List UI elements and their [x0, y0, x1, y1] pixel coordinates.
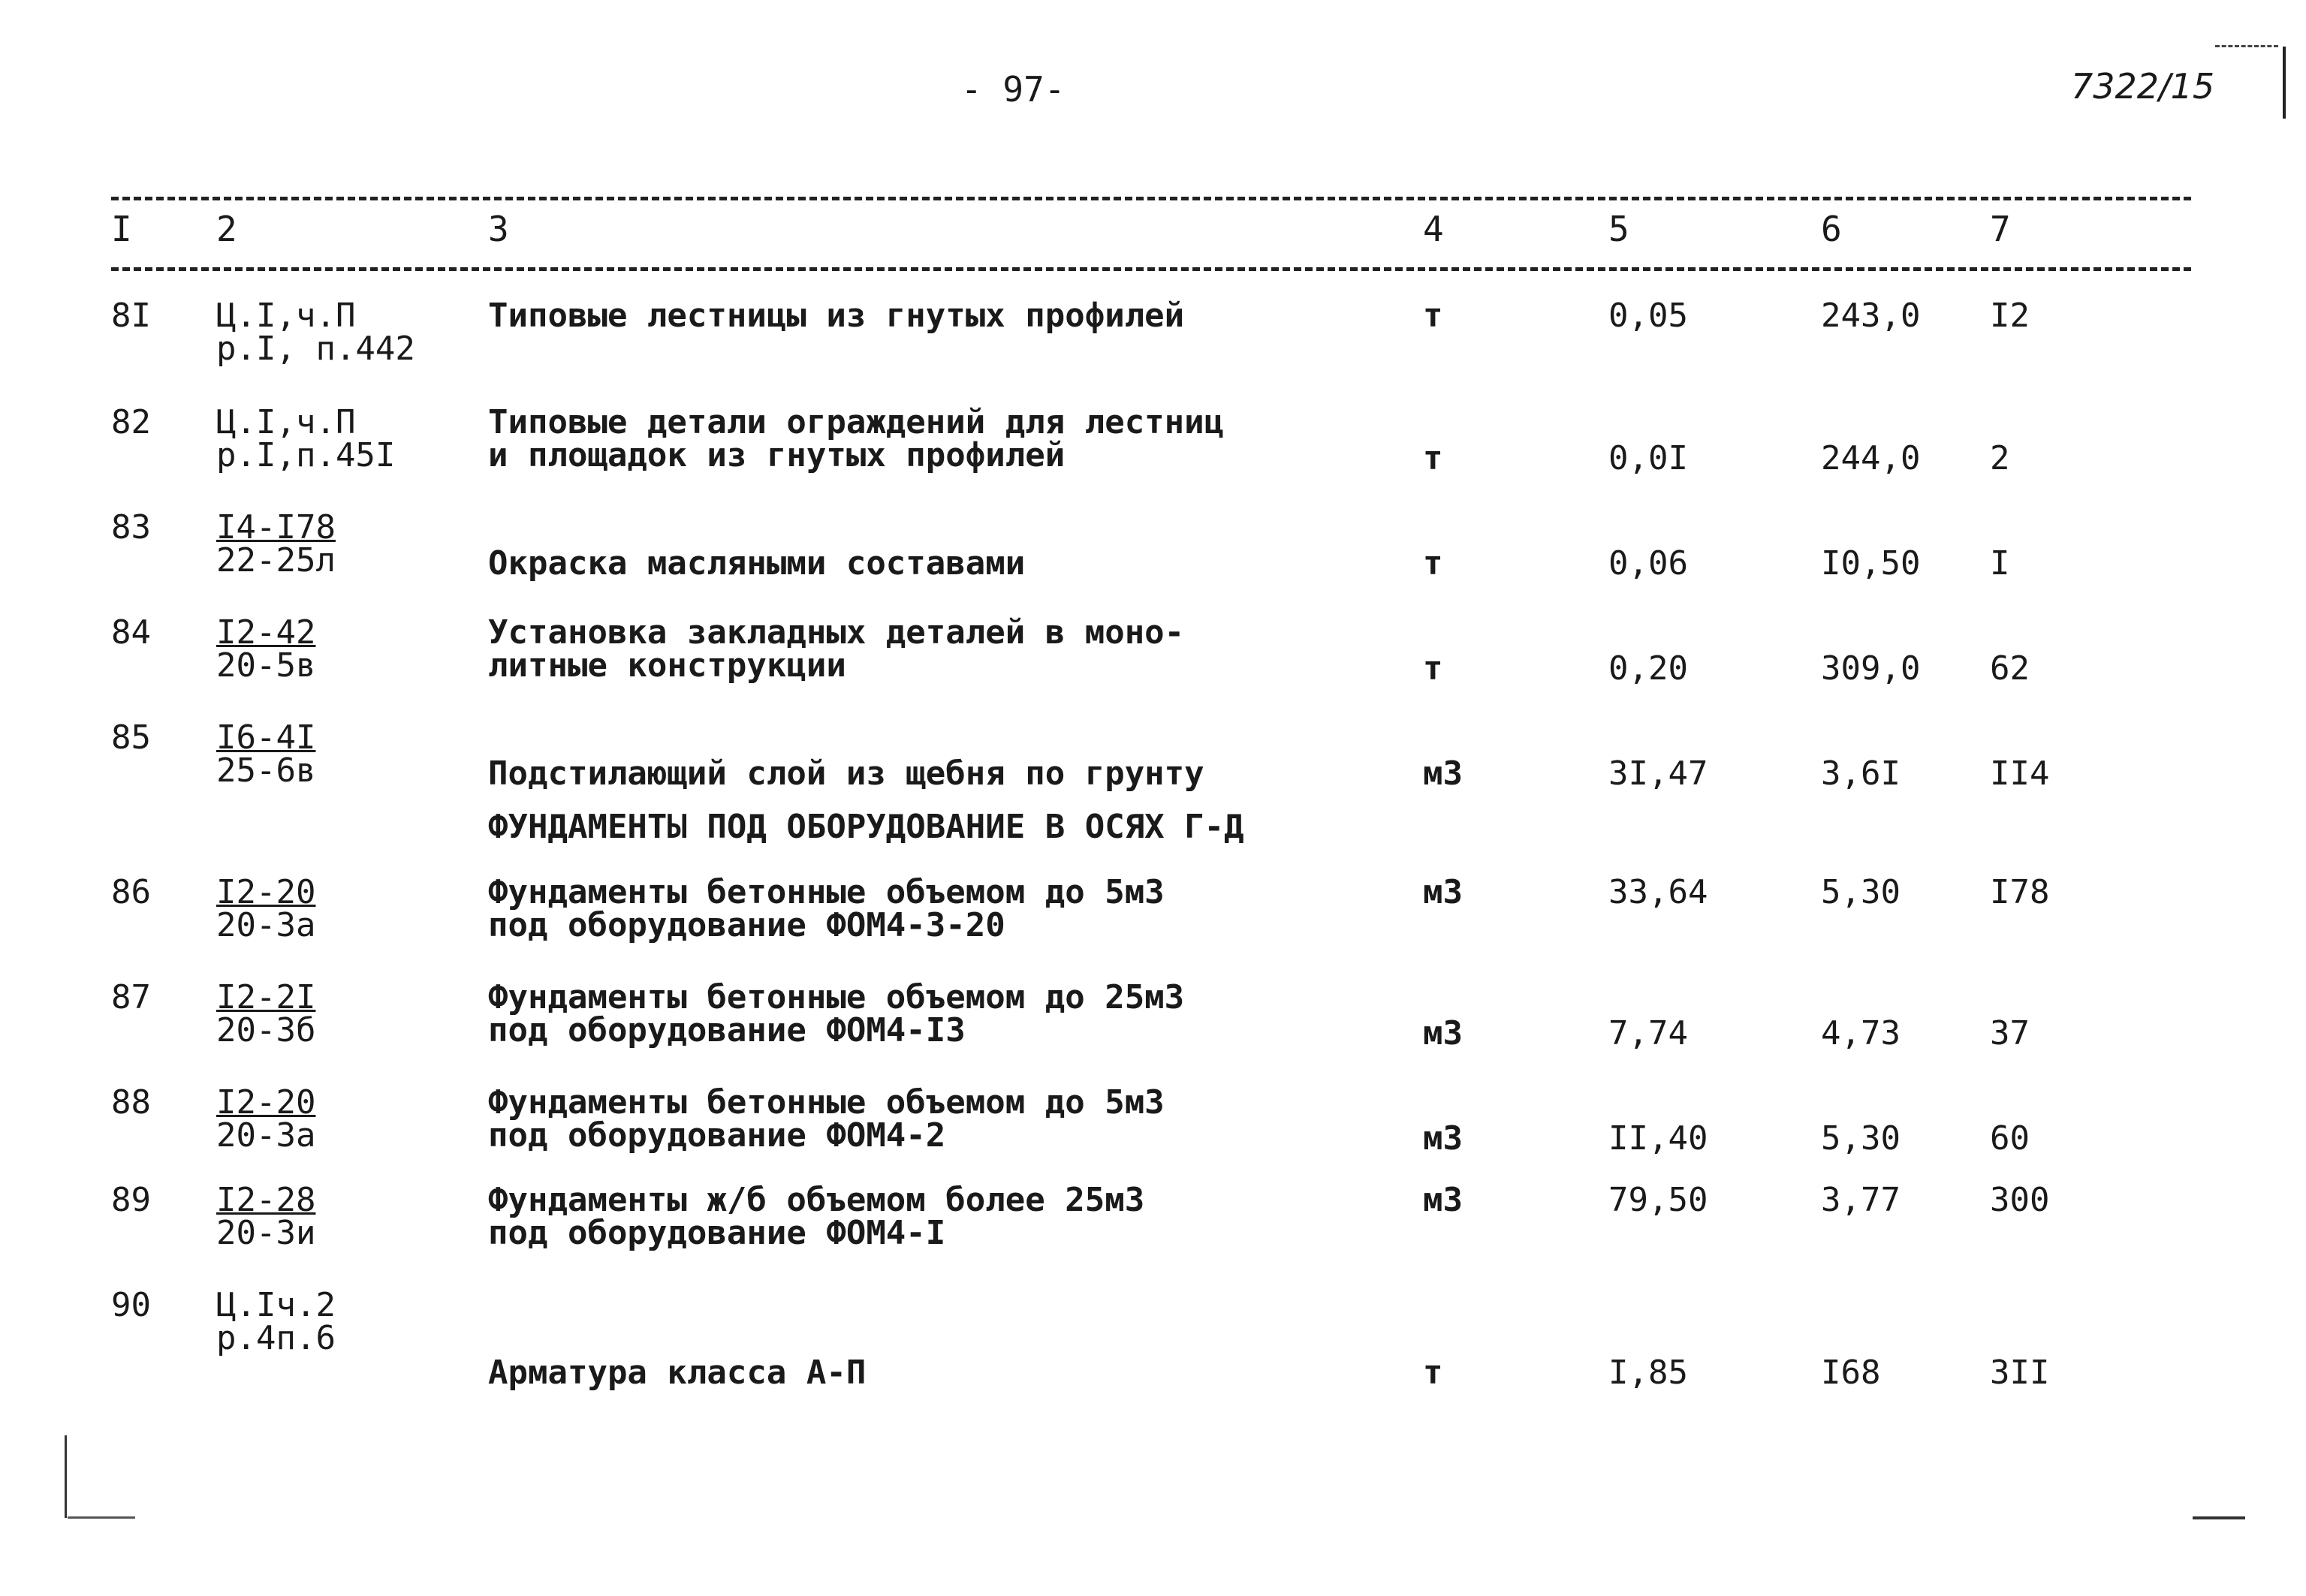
row-number: 90	[111, 1286, 151, 1324]
unit-price: 5,30	[1821, 1119, 1901, 1158]
column-header-4: 4	[1423, 209, 1444, 249]
section-title: ФУНДАМЕНТЫ ПОД ОБОРУДОВАНИЕ В ОСЯХ Г-Д	[488, 808, 1244, 846]
work-description: Типовые детали ограждений для лестниц	[488, 403, 1225, 441]
unit-price: 244,0	[1821, 439, 1921, 477]
unit-of-measure: м3	[1423, 1014, 1463, 1052]
unit-of-measure: м3	[1423, 873, 1463, 911]
total-cost: I78	[1990, 873, 2050, 911]
row-number: 84	[111, 613, 151, 652]
total-cost: 3II	[1990, 1354, 2050, 1392]
quantity: 3I,47	[1608, 754, 1708, 793]
work-description: Установка закладных деталей в моно-	[488, 613, 1185, 652]
unit-of-measure: м3	[1423, 1181, 1463, 1219]
scan-mark-right	[2193, 1516, 2245, 1519]
work-description: под оборудование ФОМ4-3-20	[488, 906, 1005, 944]
unit-price: I68	[1821, 1354, 1881, 1392]
header-rule-top	[111, 197, 2191, 200]
norm-reference-line: I6-4I	[216, 718, 316, 757]
quantity: 0,20	[1608, 649, 1688, 688]
corner-mark-top	[2215, 45, 2278, 47]
quantity: II,40	[1608, 1119, 1708, 1158]
norm-reference-line: р.I, п.442	[216, 330, 415, 368]
column-header-6: 6	[1821, 209, 1842, 249]
column-header-1: I	[111, 209, 132, 249]
norm-reference-line: Ц.Iч.2	[216, 1286, 336, 1324]
quantity: 0,0I	[1608, 439, 1688, 477]
work-description: Фундаменты бетонные объемом до 5м3	[488, 873, 1165, 911]
unit-of-measure: т	[1423, 439, 1443, 477]
norm-reference-line: 20-3б	[216, 1011, 316, 1049]
row-number: 89	[111, 1181, 151, 1219]
unit-price: I0,50	[1821, 544, 1921, 583]
unit-of-measure: м3	[1423, 754, 1463, 793]
total-cost: 2	[1990, 439, 2010, 477]
quantity: 0,05	[1608, 297, 1688, 335]
unit-price: 3,6I	[1821, 754, 1901, 793]
quantity: I,85	[1608, 1354, 1688, 1392]
unit-of-measure: т	[1423, 544, 1443, 583]
work-description: Фундаменты ж/б объемом более 25м3	[488, 1181, 1145, 1219]
norm-reference-line: I2-2I	[216, 978, 316, 1016]
page-number: - 97-	[961, 69, 1066, 110]
total-cost: 60	[1990, 1119, 2030, 1158]
work-description: под оборудование ФОМ4-I3	[488, 1011, 966, 1049]
norm-reference-line: 22-25л	[216, 541, 336, 580]
unit-price: 309,0	[1821, 649, 1921, 688]
unit-price: 243,0	[1821, 297, 1921, 335]
total-cost: I	[1990, 544, 2010, 583]
work-description: Арматура класса А-П	[488, 1354, 867, 1392]
unit-price: 4,73	[1821, 1014, 1901, 1052]
unit-of-measure: т	[1423, 649, 1443, 688]
norm-reference-line: Ц.I,ч.П	[216, 297, 356, 335]
corner-mark	[2275, 47, 2286, 119]
quantity: 79,50	[1608, 1181, 1708, 1219]
work-description: и площадок из гнутых профилей	[488, 436, 1066, 474]
norm-reference-line: I2-20	[216, 873, 316, 911]
norm-reference-line: I4-I78	[216, 508, 336, 547]
column-header-3: 3	[488, 209, 509, 249]
column-header-7: 7	[1990, 209, 2011, 249]
unit-of-measure: т	[1423, 1354, 1443, 1392]
total-cost: I2	[1990, 297, 2030, 335]
norm-reference-line: 25-6в	[216, 751, 316, 790]
row-number: 88	[111, 1083, 151, 1122]
norm-reference-line: 20-3а	[216, 1116, 316, 1155]
work-description: литные конструкции	[488, 646, 846, 685]
total-cost: 37	[1990, 1014, 2030, 1052]
quantity: 0,06	[1608, 544, 1688, 583]
row-number: 85	[111, 718, 151, 757]
unit-of-measure: т	[1423, 297, 1443, 335]
document-code: 7322/15	[2071, 66, 2215, 107]
norm-reference-line: 20-3и	[216, 1214, 316, 1252]
work-description: Типовые лестницы из гнутых профилей	[488, 297, 1185, 335]
work-description: Подстилающий слой из щебня по грунту	[488, 754, 1204, 793]
column-header-2: 2	[216, 209, 237, 249]
norm-reference-line: I2-20	[216, 1083, 316, 1122]
scan-mark-left-bottom	[68, 1516, 135, 1519]
header-rule-bottom	[111, 267, 2191, 271]
norm-reference-line: I2-28	[216, 1181, 316, 1219]
quantity: 7,74	[1608, 1014, 1688, 1052]
row-number: 82	[111, 403, 151, 441]
total-cost: II4	[1990, 754, 2050, 793]
row-number: 86	[111, 873, 151, 911]
column-header-5: 5	[1608, 209, 1629, 249]
row-number: 87	[111, 978, 151, 1016]
scan-mark-left	[65, 1435, 67, 1518]
total-cost: 62	[1990, 649, 2030, 688]
work-description: Окраска масляными составами	[488, 544, 1026, 583]
row-number: 83	[111, 508, 151, 547]
work-description: под оборудование ФОМ4-I	[488, 1214, 946, 1252]
unit-price: 5,30	[1821, 873, 1901, 911]
norm-reference-line: р.4п.6	[216, 1319, 336, 1357]
work-description: под оборудование ФОМ4-2	[488, 1116, 946, 1155]
unit-of-measure: м3	[1423, 1119, 1463, 1158]
unit-price: 3,77	[1821, 1181, 1901, 1219]
total-cost: 300	[1990, 1181, 2050, 1219]
norm-reference-line: Ц.I,ч.П	[216, 403, 356, 441]
work-description: Фундаменты бетонные объемом до 5м3	[488, 1083, 1165, 1122]
norm-reference-line: I2-42	[216, 613, 316, 652]
quantity: 33,64	[1608, 873, 1708, 911]
row-number: 8I	[111, 297, 151, 335]
norm-reference-line: р.I,п.45I	[216, 436, 396, 474]
work-description: Фундаменты бетонные объемом до 25м3	[488, 978, 1185, 1016]
norm-reference-line: 20-5в	[216, 646, 316, 685]
norm-reference-line: 20-3а	[216, 906, 316, 944]
